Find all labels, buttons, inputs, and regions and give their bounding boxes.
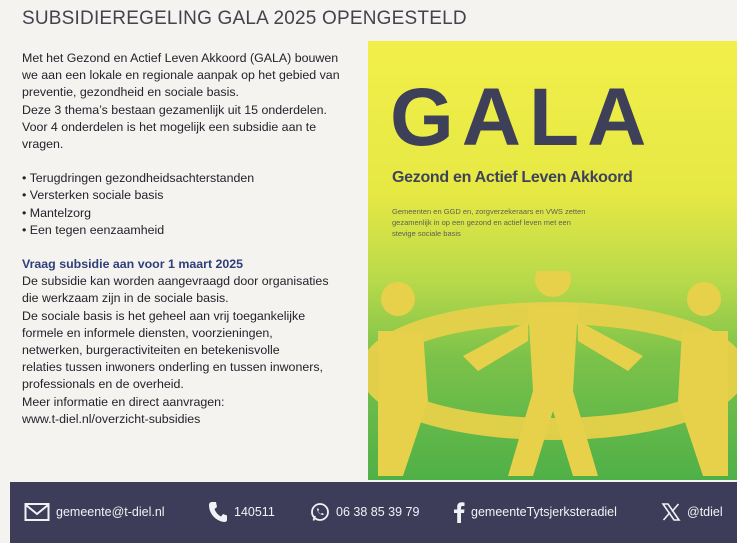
contact-footer xyxy=(10,482,737,543)
whatsapp-text: 06 38 85 39 79 xyxy=(336,505,420,519)
gala-poster xyxy=(368,41,737,480)
contact-label: Meer informatie en direct aanvragen: xyxy=(22,394,225,409)
list-item: • Een tegen eenzaamheid xyxy=(22,222,360,239)
phone-text: 140511 xyxy=(234,505,275,519)
body-line: professionals en de overheid. xyxy=(22,377,184,392)
facebook-text: gemeenteTytsjerksteradiel xyxy=(471,505,617,519)
envelope-icon xyxy=(24,502,50,522)
article-title: SUBSIDIEREGELING GALA 2025 OPENGESTELD xyxy=(22,8,467,29)
poster-subtitle: Gezond en Actief Leven Akkoord xyxy=(392,169,633,186)
footer-phone[interactable] xyxy=(208,501,275,523)
list-item: • Versterken sociale basis xyxy=(22,187,360,204)
whatsapp-icon xyxy=(310,502,330,522)
body-line: die werkzaam zijn in de sociale basis. xyxy=(22,291,229,306)
poster-title: GALA xyxy=(390,72,655,163)
list-item: • Mantelzorg xyxy=(22,205,360,222)
list-item: • Terugdringen gezondheidsachterstanden xyxy=(22,170,360,187)
body-line: De subsidie kan worden aangevraagd door organisaties xyxy=(22,274,329,289)
intro-line: Met het Gezond en Actief Leven Akkoord (GALA) bouwen xyxy=(22,51,339,65)
facebook-icon xyxy=(453,501,465,523)
body-line: relaties tussen inwoners onderling en tussen inwoners, xyxy=(22,360,323,375)
poster-description: Gemeenten en GGD en, zorgverzekeraars en VWS zetten gezamenlijk in op een gezond en actief leven met een stevige sociale basis xyxy=(392,207,586,238)
footer-email[interactable] xyxy=(24,501,165,523)
intro-line: preventie, gezondheid en sociale basis. xyxy=(22,85,239,100)
body-line: formele en informele diensten, voorzieningen, xyxy=(22,325,273,340)
phone-icon xyxy=(208,501,228,523)
body-line: netwerken, burgeractiviteiten en betekenisvolle xyxy=(22,343,280,358)
body-line: De sociale basis is het geheel aan vrij toegankelijke xyxy=(22,308,306,323)
intro-line: Deze 3 thema’s bestaan gezamenlijk uit 15 onderdelen. xyxy=(22,102,327,117)
contact-url[interactable]: www.t-diel.nl/overzicht-subsidies xyxy=(22,411,201,426)
people-circle-illustration xyxy=(368,271,737,480)
article-body xyxy=(22,50,360,428)
footer-x[interactable] xyxy=(661,501,723,523)
email-text: gemeente@t-diel.nl xyxy=(56,505,165,519)
intro-line: we aan een lokale en regionale aanpak op het gebied van xyxy=(22,68,340,83)
x-icon xyxy=(661,502,681,522)
theme-list xyxy=(22,170,360,239)
intro-line: vragen. xyxy=(22,137,64,152)
footer-whatsapp[interactable] xyxy=(310,501,419,523)
x-handle-text: @tdiel xyxy=(687,505,723,519)
footer-facebook[interactable] xyxy=(453,501,617,523)
intro-line: Voor 4 onderdelen is het mogelijk een subsidie aan te xyxy=(22,119,317,134)
deadline-heading: Vraag subsidie aan voor 1 maart 2025 xyxy=(22,257,244,272)
